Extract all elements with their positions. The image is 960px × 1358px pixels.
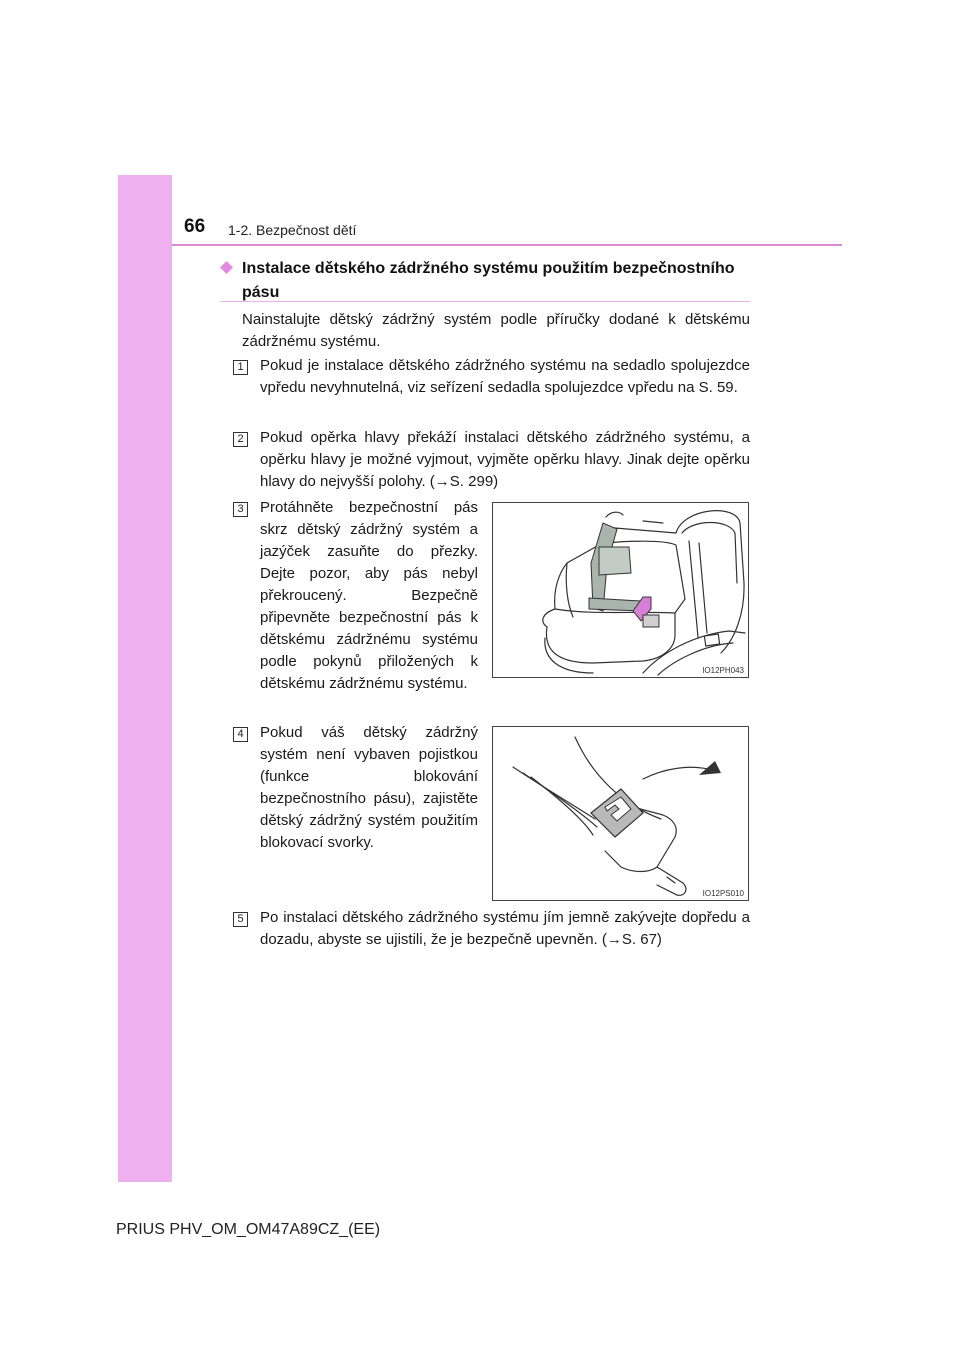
locking-clip-drawing: [493, 727, 748, 900]
page-number: 66: [184, 216, 206, 237]
child-seat-drawing: [493, 503, 748, 677]
step-number-badge: 5: [233, 912, 248, 927]
figure-code: IO12PS010: [702, 889, 744, 898]
step-text: Pokud je instalace dětského zádržného systému na sedadlo spolujezdce vpředu nevyhnutelná, viz seřízení sedadla spolujezdce vpředu na S. 59.: [260, 357, 750, 396]
step-text: Po instalaci dětského zádržného systému jím jemně zakývejte dopředu a dozadu, abyste se ujistili, že je bezpečně upevněn. (→S. 67): [260, 909, 750, 948]
chapter-side-tab: [118, 175, 172, 1182]
figure-code: IO12PH043: [702, 666, 744, 675]
header-divider: [172, 244, 842, 246]
subsection-heading: [220, 257, 755, 305]
intro-paragraph: Nainstalujte dětský zádržný systém podle příručky dodané k dětskému zádržnému systému.: [242, 311, 750, 350]
locking-clip-illustration: [492, 726, 749, 901]
diamond-bullet-icon: [220, 261, 233, 274]
heading-text: Instalace dětského zádržného systému použitím bezpečnostního pásu: [242, 260, 735, 301]
step-number-badge: 3: [233, 502, 248, 517]
step-number-badge: 1: [233, 360, 248, 375]
section-title: 1-2. Bezpečnost dětí: [228, 222, 357, 238]
step-text: Protáhněte bezpečnostní pás skrz dětský zádržný systém a jazýček zasuňte do přezky. Dejte pozor, aby pás nebyl překroucený. Bezpečně připevněte bezpečnostní pás k dětskému zádržnému systému podle pokynů přiložených k dětskému zádržnému systému.: [260, 499, 478, 692]
document-footer: PRIUS PHV_OM_OM47A89CZ_(EE): [116, 1221, 381, 1238]
step-text: Pokud opěrka hlavy překáží instalaci dětského zádržného systému, a opěrku hlavy je možné vyjmout, vyjměte opěrku hlavy. Jinak dejte opěrku hlavy do nejvyšší polohy. (→S. 299): [260, 429, 750, 490]
heading-divider: [220, 301, 750, 302]
step-number-badge: 4: [233, 727, 248, 742]
step-number-badge: 2: [233, 432, 248, 447]
step-text: Pokud váš dětský zádržný systém není vybaven pojistkou (funkce blokování bezpečnostního pásu), zajistěte dětský zádržný systém použitím blokovací svorky.: [260, 724, 478, 851]
child-seat-illustration: [492, 502, 749, 678]
